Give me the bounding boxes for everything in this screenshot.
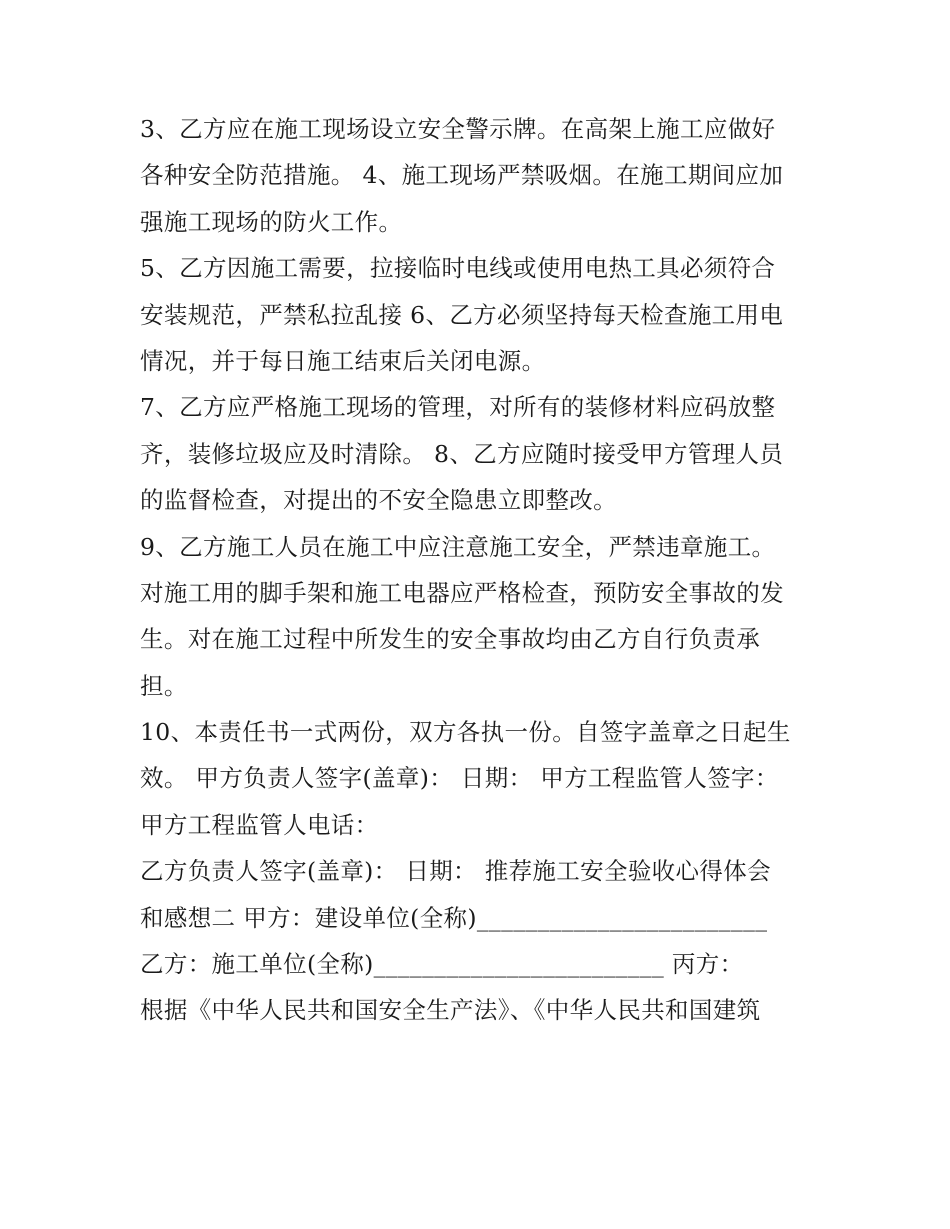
text-line: 和感想二 甲方：建设单位(全称)________________________ [140, 903, 768, 932]
text-line: 乙方：施工单位(全称)________________________ 丙方： [140, 950, 744, 979]
text-line: 根据《中华人民共和国安全生产法》、《中华人民共和国建筑 [140, 996, 761, 1025]
text-line: 的监督检查，对提出的不安全隐患立即整改。 [140, 486, 617, 515]
text-line: 各种安全防范措施。 4、施工现场严禁吸烟。在施工期间应加 [140, 161, 784, 190]
document-body [140, 106, 820, 1034]
text-line: 7、乙方应严格施工现场的管理，对所有的装修材料应码放整 [140, 393, 776, 422]
text-line: 10、本责任书一式两份，双方各执一份。自签字盖章之日起生 [140, 718, 791, 747]
text-line: 效。 甲方负责人签字(盖章)： 日期： 甲方工程监管人签字： [140, 764, 779, 793]
text-line: 乙方负责人签字(盖章)： 日期： 推荐施工安全验收心得体会 [140, 857, 771, 886]
text-line: 5、乙方因施工需要，拉接临时电线或使用电热工具必须符合 [140, 254, 776, 283]
text-line: 3、乙方应在施工现场设立安全警示牌。在高架上施工应做好 [140, 115, 776, 143]
text-line: 安装规范，严禁私拉乱接 6、乙方必须坚持每天检查施工用电 [140, 300, 784, 329]
text-line: 齐，装修垃圾应及时清除。 8、乙方应随时接受甲方管理人员 [140, 439, 784, 468]
text-line: 9、乙方施工人员在施工中应注意施工安全，严禁违章施工。 [140, 532, 776, 561]
text-line: 情况，并于每日施工结束后关闭电源。 [140, 346, 546, 375]
text-line: 强施工现场的防火工作。 [140, 207, 403, 236]
text-line: 生。对在施工过程中所发生的安全事故均由乙方自行负责承 [140, 625, 761, 654]
text-line: 对施工用的脚手架和施工电器应严格检查，预防安全事故的发 [140, 578, 784, 607]
text-line: 甲方工程监管人电话： [140, 810, 379, 839]
text-line: 担。 [140, 671, 188, 700]
